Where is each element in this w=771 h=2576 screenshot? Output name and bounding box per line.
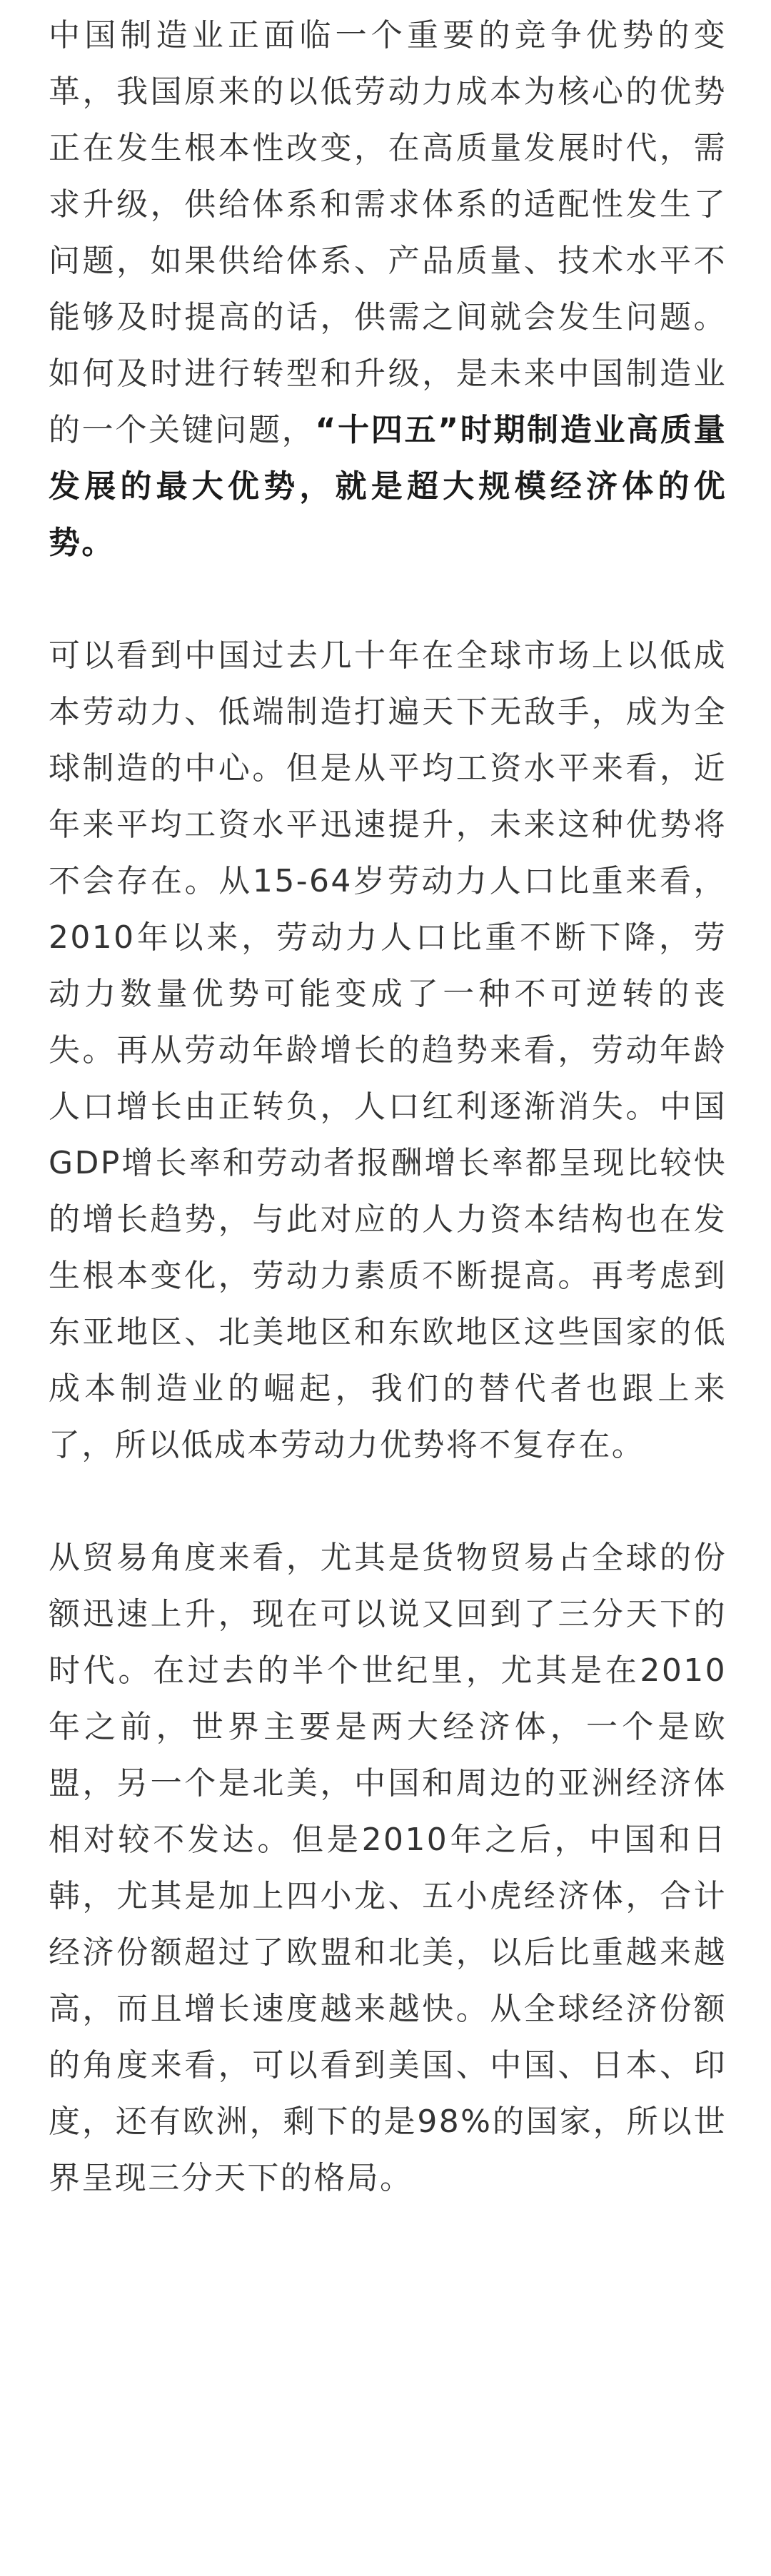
paragraph-1-bold-text: “十四五”时期制造业高质量发展的最大优势，就是超大规模经济体的优势。 <box>49 412 727 561</box>
paragraph-3-text: 从贸易角度来看，尤其是货物贸易占全球的份额迅速上升，现在可以说又回到了三分天下的时代。在过去的半个世纪里，尤其是在2010年之前，世界主要是两大经济体，一个是欧盟，另一个是北美，中国和周边的亚洲经济体相对较不发达。但是2010年之后，中国和日韩，尤其是加上四小龙、五小虎经济体，合计经济份额超过了欧盟和北美，以后比重越来越高，而且增长速度越来越快。从全球经济份额的角度来看，可以看到美国、中国、日本、印度，还有欧洲，剩下的是98%的国家，所以世界呈现三分天下的格局。 <box>49 1540 727 2196</box>
article-body <box>49 7 727 2206</box>
paragraph-1-text: 中国制造业正面临一个重要的竞争优势的变革，我国原来的以低劳动力成本为核心的优势正在发生根本性改变，在高质量发展时代，需求升级，供给体系和需求体系的适配性发生了问题，如果供给体系、产品质量、技术水平不能够及时提高的话，供需之间就会发生问题。如何及时进行转型和升级，是未来中国制造业的一个关键问题， <box>49 17 727 448</box>
paragraph-2-text: 可以看到中国过去几十年在全球市场上以低成本劳动力、低端制造打遍天下无敌手，成为全球制造的中心。但是从平均工资水平来看，近年来平均工资水平迅速提升，未来这种优势将不会存在。从15-64岁劳动力人口比重来看，2010年以来，劳动力人口比重不断下降，劳动力数量优势可能变成了一种不可逆转的丧失。再从劳动年龄增长的趋势来看，劳动年龄人口增长由正转负，人口红利逐渐消失。中国GDP增长率和劳动者报酬增长率都呈现比较快的增长趋势，与此对应的人力资本结构也在发生根本变化，劳动力素质不断提高。再考虑到东亚地区、北美地区和东欧地区这些国家的低成本制造业的崛起，我们的替代者也跟上来了，所以低成本劳动力优势将不复存在。 <box>49 637 727 1463</box>
paragraph-3 <box>49 1530 727 2206</box>
paragraph-2 <box>49 627 727 1473</box>
paragraph-1 <box>49 7 727 571</box>
